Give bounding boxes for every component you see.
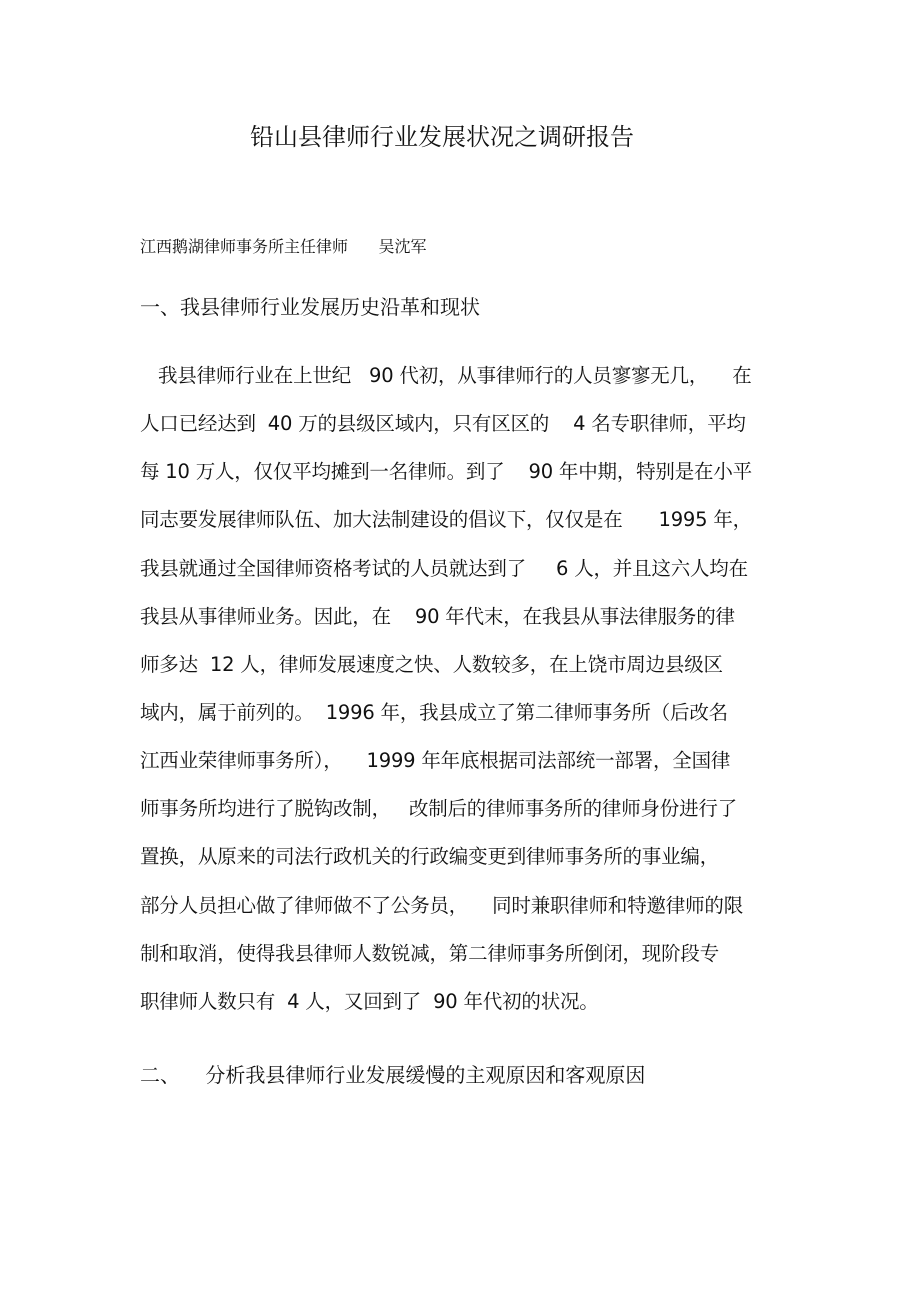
section-heading-2: 二、 分析我县律师行业发展缓慢的主观原因和客观原因: [140, 1063, 646, 1087]
paragraph-line: 我县从事律师业务。因此，在 90 年代末，在我县从事法律服务的律: [140, 605, 735, 628]
paragraph-line: 制和取消，使得我县律师人数锐减，第二律师事务所倒闭，现阶段专: [140, 942, 720, 965]
paragraph-line: 每 10 万人，仅仅平均摊到一名律师。到了 90 年中期，特别是在小平: [140, 460, 752, 483]
section-heading-1: 一、我县律师行业发展历史沿革和现状: [140, 295, 480, 319]
paragraph-line: 域内，属于前列的。 1996 年，我县成立了第二律师事务所（后改名: [140, 701, 728, 724]
paragraph-line: 江西业荣律师事务所）， 1999 年年底根据司法部统一部署，全国律: [140, 749, 731, 772]
paragraph-line: 我县律师行业在上世纪 90 代初，从事律师行的人员寥寥无几， 在: [140, 364, 752, 387]
paragraph-line: 人口已经达到 40 万的县级区域内，只有区区的 4 名专职律师，平均: [140, 412, 746, 435]
document-title: 铅山县律师行业发展状况之调研报告: [250, 123, 634, 151]
paragraph-line: 同志要发展律师队伍、加大法制建设的倡议下，仅仅是在 1995 年，: [140, 508, 752, 531]
paragraph-line: 师多达 12 人，律师发展速度之快、人数较多，在上饶市周边县级区: [140, 653, 723, 676]
paragraph-line: 职律师人数只有 4 人，又回到了 90 年代初的状况。: [140, 990, 599, 1013]
paragraph-line: 师事务所均进行了脱钩改制， 改制后的律师事务所的律师身份进行了: [140, 797, 737, 820]
paragraph-line: 我县就通过全国律师资格考试的人员就达到了 6 人，并且这六人均在: [140, 557, 748, 580]
paragraph-line: 部分人员担心做了律师做不了公务员， 同时兼职律师和特邀律师的限: [140, 894, 743, 917]
author-line: 江西鹅湖律师事务所主任律师 吴沈军: [140, 237, 427, 256]
paragraph-line: 置换，从原来的司法行政机关的行政编变更到律师事务所的事业编，: [140, 845, 720, 868]
